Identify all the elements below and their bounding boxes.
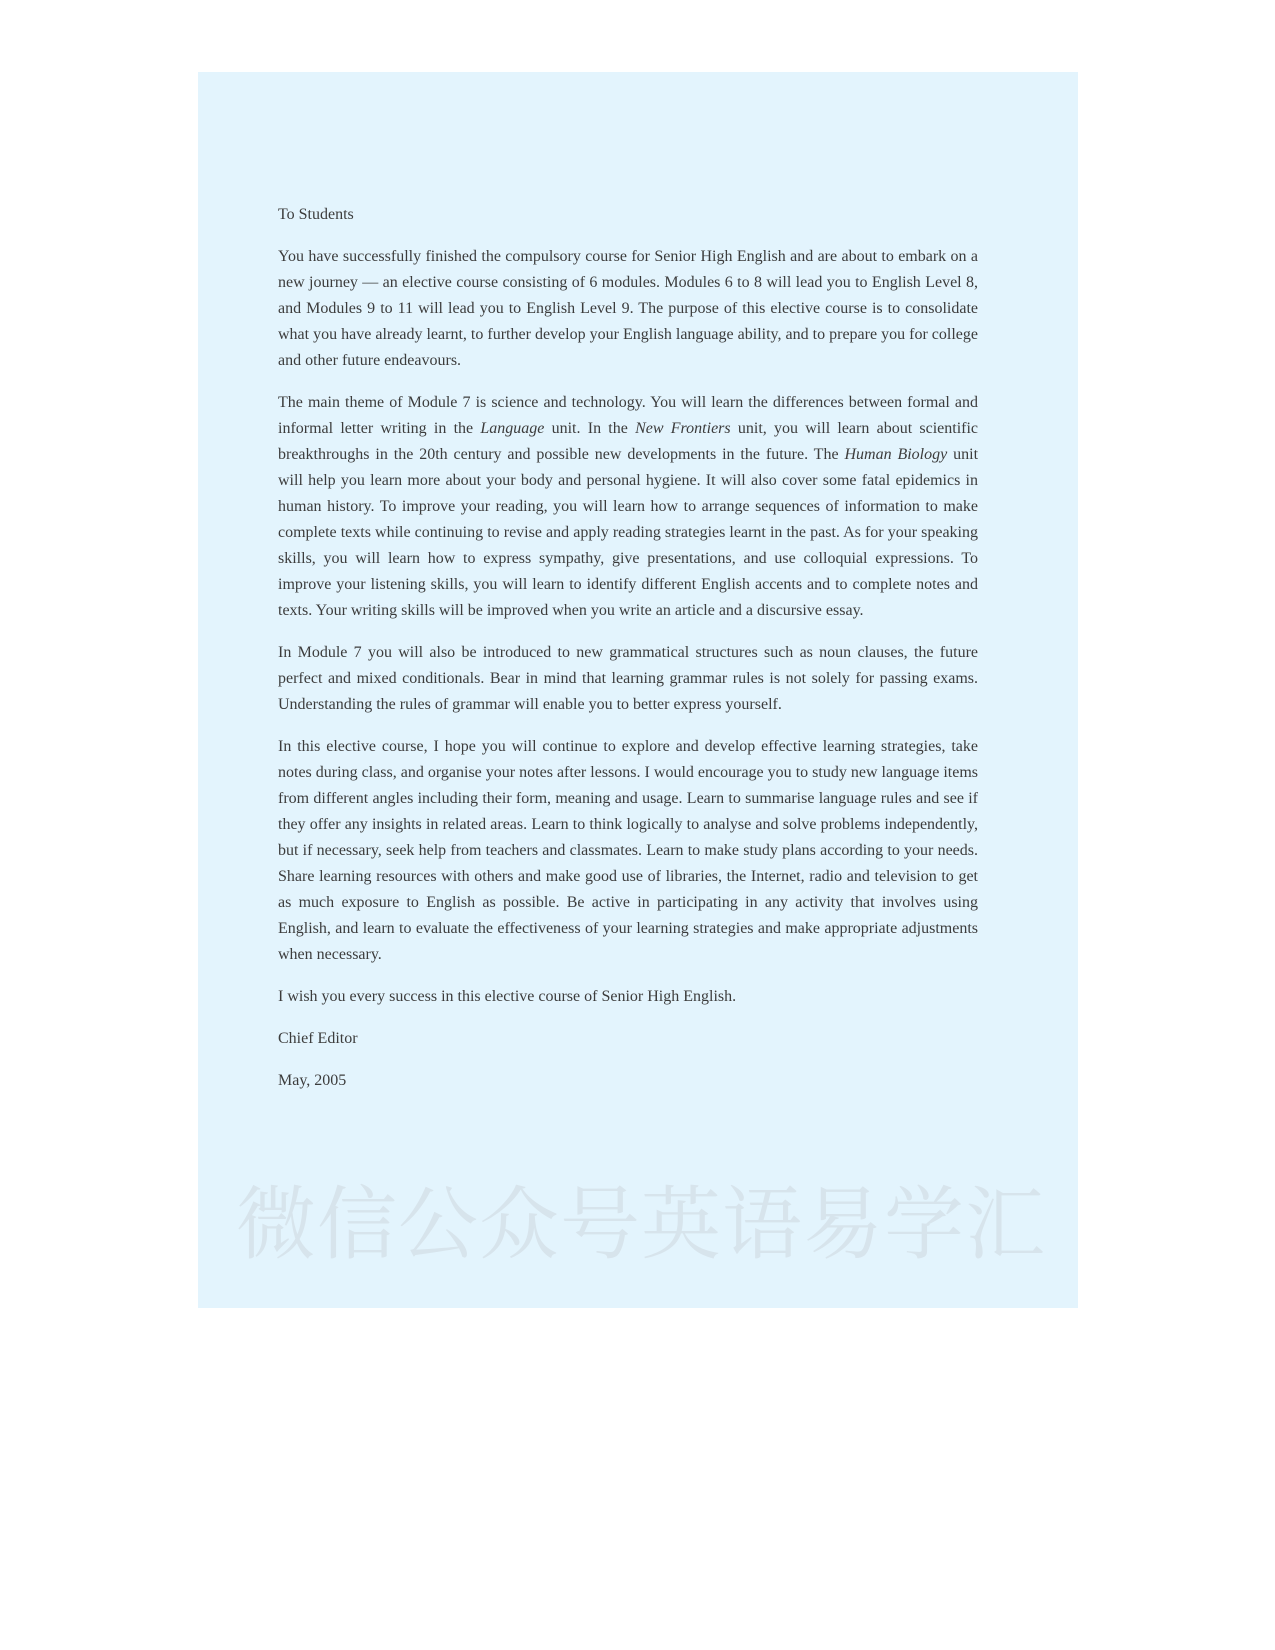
unit-name-new-frontiers: New Frontiers [635,420,731,437]
paragraph-grammar: In Module 7 you will also be introduced to new grammatical structures such as noun clauses, the future perfect and mixed conditionals. Bear in mind that learning grammar rules is not solely for passing exams. Understanding the rules of grammar will enable you to better express yourself. [278,644,978,713]
letter-panel [198,72,1078,1308]
watermark-text: 微信公众号英语易学汇 [236,1178,1046,1271]
paragraph-module-theme-text-2: unit. In the [544,420,636,437]
paragraph-intro: You have successfully finished the compulsory course for Senior High English and are about to embark on a new journey — an elective course consisting of 6 modules. Modules 6 to 8 will lead you to English Level 8, and Modules 9 to 11 will lead you to English Level 9. The purpose of this elective course is to consolidate what you have already learnt, to further develop your English language ability, and to prepare you for college and other future endeavours. [278,248,978,369]
paragraph-module-theme-text-1: The main theme of Module 7 is science and technology. You will learn the differences between formal and informal letter writing in the [278,394,978,437]
unit-name-language: Language [480,420,545,437]
paragraph-learning-strategies: In this elective course, I hope you will continue to explore and develop effective learning strategies, take notes during class, and organise your notes after lessons. I would encourage you to study new language items from different angles including their form, meaning and usage. Learn to summarise language rules and see if they offer any insights in related areas. Learn to think logically to analyse and solve problems independently, but if necessary, seek help from teachers and classmates. Learn to make study plans according to your needs. Share learning resources with others and make good use of libraries, the Internet, radio and television to get as much exposure to English as possible. Be active in participating in any activity that involves using English, and learn to evaluate the effectiveness of your learning strategies and make appropriate adjustments when necessary. [278,738,978,963]
letter-date: May, 2005 [278,1072,347,1089]
signature: Chief Editor [278,1030,358,1047]
unit-name-human-biology: Human Biology [844,446,948,463]
salutation: To Students [278,206,354,223]
closing-line: I wish you every success in this elective course of Senior High English. [278,988,737,1005]
paragraph-module-theme-text-3: unit, you will learn about scientific breakthroughs in the 20th century and possible new developments in the future. The [278,420,979,463]
paragraph-module-theme [278,390,978,624]
paragraph-module-theme-text-4: unit will help you learn more about your body and personal hygiene. It will also cover some fatal epidemics in human history. To improve your reading, you will learn how to arrange sequences of information to make complete texts while continuing to revise and apply reading strategies learnt in the past. As for your speaking skills, you will learn how to express sympathy, give presentations, and use colloquial expressions. To improve your listening skills, you will learn to identify different English accents and to complete notes and texts. Your writing skills will be improved when you write an article and a discursive essay. [278,446,979,619]
letter-body [278,202,978,1110]
